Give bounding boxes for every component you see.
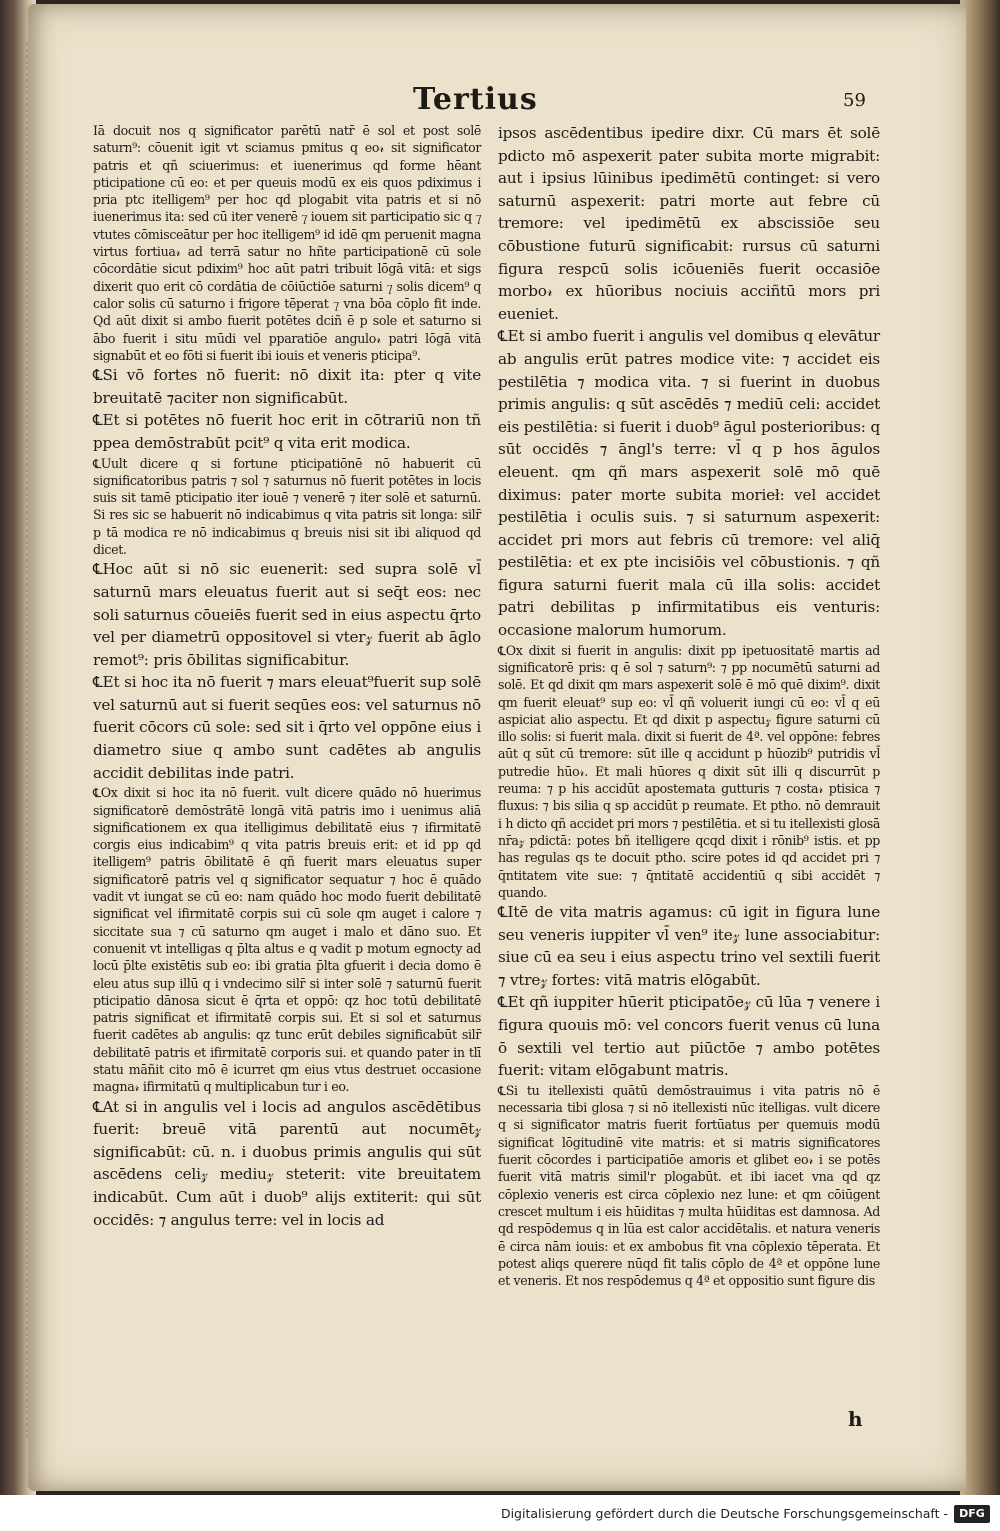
paragraph: ℄Et si hoc ita nō fuerit ⁊ mars eleuat⁹fuerit sup solē vel saturnū aut si fuerit seqūes eos: vel saturnus nō fuerit cōcors cū sole: sed sit i q̄rto vel oppōne eius i diametro siue q ambo sunt cadētes ab angulis accidit debilitas inde patri. [93, 673, 481, 782]
footer-credit: Digitalisierung gefördert durch die Deutsche Forschungsgemeinschaft - [500, 1506, 948, 1521]
right-column [498, 122, 880, 1289]
paragraph: ipsos ascēdentibus ipedire dixr. Cū mars ēt solē pdicto mō aspexerit pater subita morte migrabit: aut i ipsius lūinibus ipedimētū continget: si vero saturnū aspexerit: patri morte aut febre cū tremore: vel ipedimētū ex abscissiōe seu cōbustione futurū significabit: rursus cū saturni figura respcū solis icōueniēs fuerit occasiōe morbo𝓇 ex hūoribus nociuis acciñtū mors pri eueniet. [498, 124, 880, 323]
page-stack [960, 0, 1000, 1495]
paragraph: ℄Et si potētes nō fuerit hoc erit in cōtrariū non tñ ppea demōstrabūt pcit⁹ q vita erit modica. [93, 411, 481, 452]
paragraph: ℄Et si ambo fuerit i angulis vel domibus q elevātur ab angulis erūt patres modice vite: ⁊ accidet eis pestilētia ⁊ modica vita. ⁊ si fuerint in duobus primis angulis: q sūt ascēdēs ⁊ mediū celi: accidet eis pestilētia: si fuerit i duob⁹ āgul posterioribus: q sūt occidēs ⁊ āngl's terre: vl̄ q p hos āgulos eleuent. qm qñ mars aspexerit solē mō quē diximus: pater morte subita morieł: vel accidet pestilētia i oculis suis. ⁊ si saturnum aspexerit: accidet pri mors aut febris cū tremore: vel aliq̄ pestilētia: et ex pte incisiōis vel cōbustionis. ⁊ qñ figura saturni fuerit mala cū illa solis: accidet patri debilitas p infirmitatibus eis venturis: occasione malorum humorum. [498, 327, 880, 640]
paragraph: Iā docuit nos q significator parētū natr̄ ē sol et post solē saturn⁹: cōuenit igit vt sciamus pmitus q eo𝓇 sit significator patris et qñ sciuerimus: et iuenerimus qd forme hēant pticipatione cū eo: et per queuis modū ex eis quos pdiximus i pria ptc itelligem⁹ per hoc qd plogabit vita patris et si nō iuenerimus ita: sed cū iter venerē ⁊ iouem sit participatio sic q ⁊ vtutes cōmisceātur per hoc itelligem⁹ id idē qm peruenit magna virtus fortiua𝓇 ad terrā satur no hñte participationē cū sole cōcordātie sicut pdixim⁹ hoc aūt patri tribuit lōgā vitā: et sigs dixerit quo erit cō cordātia de cōiūctiōe saturni ⁊ solis dicem⁹ q calor solis cū saturno i frigore tēperat ⁊ vna bōa cōplo fit inde. Qd aūt dixit si ambo fuerit potētes dciñ ē p sole et saturno si ābo fuerit i situ mūdi vel pparatiōe angulo𝓇 patri lōgā vitā signabūt et eo fōti si fuerit ibi iouis et veneris pticipa⁹. [93, 123, 481, 363]
paragraph: ℄Ox dixit si fuerit in angulis: dixit pp ipetuositatē martis ad significatorē pris: q ē sol ⁊ saturn⁹: ⁊ pp nocumētū saturni ad solē. Et qd dixit qm mars aspexerit solē ē mō quē dixim⁹. dixit qm fuerit eleuat⁹ sup eo: vl̄ qñ voluerit iungi cū eo: vl̄ q eū aspiciat alio aspectu. Et qd dixit p aspectu𝓏 figure saturni cū illo solis: si fuerit mala. dixit si fuerit de 4ª. vel oppōne: febres aūt q sūt cū tremore: sūt ille q accidunt p hūozib⁹ putridis vl̄ putredie hūo𝓇. Et mali hūores q dixit sūt illi q discurrūt p reuma: ⁊ p his accidūt apostemata gutturis ⁊ costa𝓇 ptisica ⁊ fluxus: ⁊ bis silia q sp accidūt p reumate. Et ptho. nō demrauit i h dicto qñ accidet pri mors ⁊ pestilētia. et si tu itellexisti glosā nr̄a𝓏 pdictā: potes bñ itelligere qcqd dixit i rōnib⁹ istis. et pp has regulas qs te docuit ptho. scire potes id qd accidet pri ⁊ q̄ntitatem vite sue: ⁊ q̄ntitatē accidentiū q sibi accidēt ⁊ quando. [498, 642, 880, 900]
paragraph: ℄Itē de vita matris agamus: cū igit in figura lune seu veneris iuppiter vl̄ ven⁹ ite𝓏 lune associabitur: siue cū ea seu i eius aspectu trino vel sextili fuerit ⁊ vtre𝓏 fortes: vitā matris elōgabūt. [498, 903, 880, 989]
catchword: h [848, 1407, 863, 1431]
paragraph: ℄Uult dicere q si fortune pticipatiōnē nō habuerit cū significatoribus patris ⁊ sol ⁊ saturnus nō fuerit potētes in locis suis sit tamē pticipatio iter iouē ⁊ venerē ⁊ iter solē et saturnū. Si res sic se habuerit nō indicabimus q vita patris sit longa: silr̄ p tā modica re nō indicabimus q breuis nisi sit ibi aliquod qd dicet. [93, 455, 481, 558]
running-title: Tertius [413, 82, 538, 117]
book-page [28, 4, 966, 1491]
dfg-logo: DFG [954, 1505, 990, 1523]
paragraph: ℄At si in angulis vel i locis ad angulos ascēdētibus fuerit: breuē vitā parentū aut nocumēt𝓏 significabūt: cū. n. i duobus primis angulis qui sūt ascēdens celi𝓏 mediu𝓏 steterit: vite breuitatem indicabūt. Cum aūt i duob⁹ alijs extiterit: qui sūt occidēs: ⁊ angulus terre: vel in locis ad [93, 1097, 481, 1229]
paragraph: ℄Si tu itellexisti quātū demōstrauimus i vita patris nō ē necessaria tibi glosa ⁊ si nō itellexisti nūc itelligas. vult dicere q si significator matris fuerit fortūatus per quemuis modū significat lōgitudinē vite matris: et si matris significatores fuerit cōcordes i participatiōe amoris et glibet eo𝓇 i se potēs fuerit vitā matris simil'r plogabūt. et ibi iacet vna qd qz cōplexio veneris est circa cōplexio nez lune: et qm cōiūgent crescet multum i eis hūiditas ⁊ multa hūiditas est damnosa. Ad qd respōdemus q in lūa est calor accidētalis. et natura veneris ē circa nām iouis: et ex ambobus fit vna cōplexio tēperata. Et potest aliqs querere nūqd fit talis cōplo de 4ª et oppōne lune et veneris. Et nos respōdemus q 4ª et oppositio sunt figure dis [498, 1082, 880, 1289]
paragraph: ℄Hoc aūt si nō sic euenerit: sed supra solē vl̄ saturnū mars eleuatus fuerit aut si seq̄t eos: nec soli saturnus cōueiēs fuerit sed in eius aspectu q̄rto vel per diametrū oppositovel si vter𝓏 fuerit ab āglo remot⁹: pris ōbilitas significabitur. [93, 560, 481, 669]
paragraph: ℄Ox dixit si hoc ita nō fuerit. vult dicere quādo nō huerimus significatorē demōstrātē longā vitā patris imo i uenimus aliā significationem ex qua itelligimus debilitatē eius ⁊ ifirmitatē corgis eius indicabim⁹ q vita patris breuis erit: et id pp qd itelligem⁹ patris ōbilitatē ē qñ fuerit mars eleuatus super significatorē patris vel q significator sequatur ⁊ hoc ē quādo vadit vt iungat se cū eo: nam quādo hoc modo fuerit debilitatē significat vel ifirmitatē corpis sui cū sole qm auget i calore ⁊ siccitate sua ⁊ cū saturno qm auget i malo et dāno suo. Et conuenit vt intelligas q p̄lta altus e q vadit p motum egnocty ad locū p̄lte existētis sub eo: ibi gratia p̄lta gfuerit i decia domo ē eleu atus sup illū q i vndecimo silr̄ si inter solē ⁊ saturnū fuerit pticipatio dānosa sicut ē q̄rta et oppō: qz hoc totū debilitatē patris significat et ifirmitatē corpis sui. Et si sol et saturnus fuerit cadētes ab angulis: qz tunc erūt debiles significabūt silr̄ debilitatē patris et ifirmitatē corporis sui. et quando pater in tlī statu māñit cito mō ē icurret qm eius vtus destruet occasione magna𝓇 ifirmitatū q multiplicabun tur i eo. [93, 785, 481, 1095]
footer-bar [0, 1495, 1000, 1531]
paragraph: ℄Et qñ iuppiter hūerit pticipatōe𝓏 cū lūa ⁊ venere i figura quouis mō: vel concors fuerit venus cū luna ō sextili vel tertio aut piūctōe ⁊ ambo potētes fuerit: vitam elōgabunt matris. [498, 993, 880, 1080]
left-column [93, 122, 481, 1231]
folio-number: 59 [843, 90, 866, 111]
paragraph: ℄Si vō fortes nō fuerit: nō dixit ita: pter q vite breuitatē ⁊aciter non significabūt. [93, 366, 481, 407]
